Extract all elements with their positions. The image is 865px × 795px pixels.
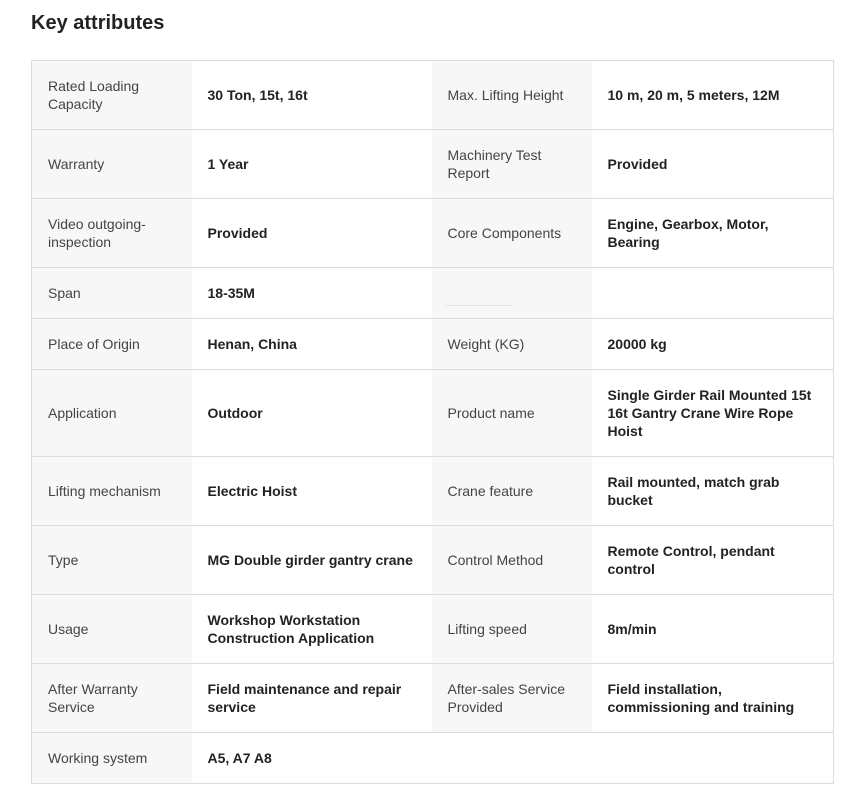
attribute-key: Place of Origin (32, 319, 192, 370)
table-row (32, 370, 834, 457)
empty-cell (432, 733, 592, 784)
attribute-value: MG Double girder gantry crane (192, 526, 432, 595)
attribute-key: Core Components (432, 199, 592, 268)
attribute-value: Single Girder Rail Mounted 15t 16t Gantry Crane Wire Rope Hoist (592, 370, 834, 457)
attribute-value: Field installation, commissioning and training (592, 664, 834, 733)
empty-cell (592, 733, 834, 784)
attribute-value: 20000 kg (592, 319, 834, 370)
table-row (32, 130, 834, 199)
attribute-key-empty (432, 268, 592, 319)
table-row (32, 199, 834, 268)
attribute-value: Remote Control, pendant control (592, 526, 834, 595)
attribute-value: Outdoor (192, 370, 432, 457)
attribute-key: Application (32, 370, 192, 457)
attribute-key: Lifting mechanism (32, 457, 192, 526)
table-row (32, 268, 834, 319)
table-row (32, 595, 834, 664)
attribute-value: Field maintenance and repair service (192, 664, 432, 733)
attribute-key: Video outgoing-inspection (32, 199, 192, 268)
attribute-value: Provided (192, 199, 432, 268)
attribute-key: Span (32, 268, 192, 319)
attribute-key: Working system (32, 733, 192, 784)
attribute-value: Provided (592, 130, 834, 199)
attribute-value: 8m/min (592, 595, 834, 664)
table-row (32, 61, 834, 130)
table-row (32, 319, 834, 370)
attribute-key: Type (32, 526, 192, 595)
attribute-value: A5, A7 A8 (192, 733, 432, 784)
table-row (32, 733, 834, 784)
attribute-value: Electric Hoist (192, 457, 432, 526)
attribute-key: Machinery Test Report (432, 130, 592, 199)
key-attributes-table (31, 60, 834, 784)
table-row (32, 526, 834, 595)
attribute-value: 1 Year (192, 130, 432, 199)
attribute-value-empty (592, 268, 834, 319)
table-row (32, 457, 834, 526)
attribute-key: Warranty (32, 130, 192, 199)
table-row (32, 664, 834, 733)
attribute-key: After-sales Service Provided (432, 664, 592, 733)
attribute-key: Crane feature (432, 457, 592, 526)
page-title: Key attributes (31, 12, 165, 34)
attribute-key: Control Method (432, 526, 592, 595)
attribute-value: 10 m, 20 m, 5 meters, 12M (592, 61, 834, 130)
attribute-value: Workshop Workstation Construction Application (192, 595, 432, 664)
attribute-key: Product name (432, 370, 592, 457)
placeholder-divider (446, 305, 512, 306)
attribute-value: 18-35M (192, 268, 432, 319)
attribute-key: Max. Lifting Height (432, 61, 592, 130)
attribute-key: Usage (32, 595, 192, 664)
attribute-value: Engine, Gearbox, Motor, Bearing (592, 199, 834, 268)
attribute-key: Rated Loading Capacity (32, 61, 192, 130)
attribute-value: 30 Ton, 15t, 16t (192, 61, 432, 130)
attribute-key: Lifting speed (432, 595, 592, 664)
attribute-key: Weight (KG) (432, 319, 592, 370)
attribute-value: Henan, China (192, 319, 432, 370)
attribute-value: Rail mounted, match grab bucket (592, 457, 834, 526)
attribute-key: After Warranty Service (32, 664, 192, 733)
